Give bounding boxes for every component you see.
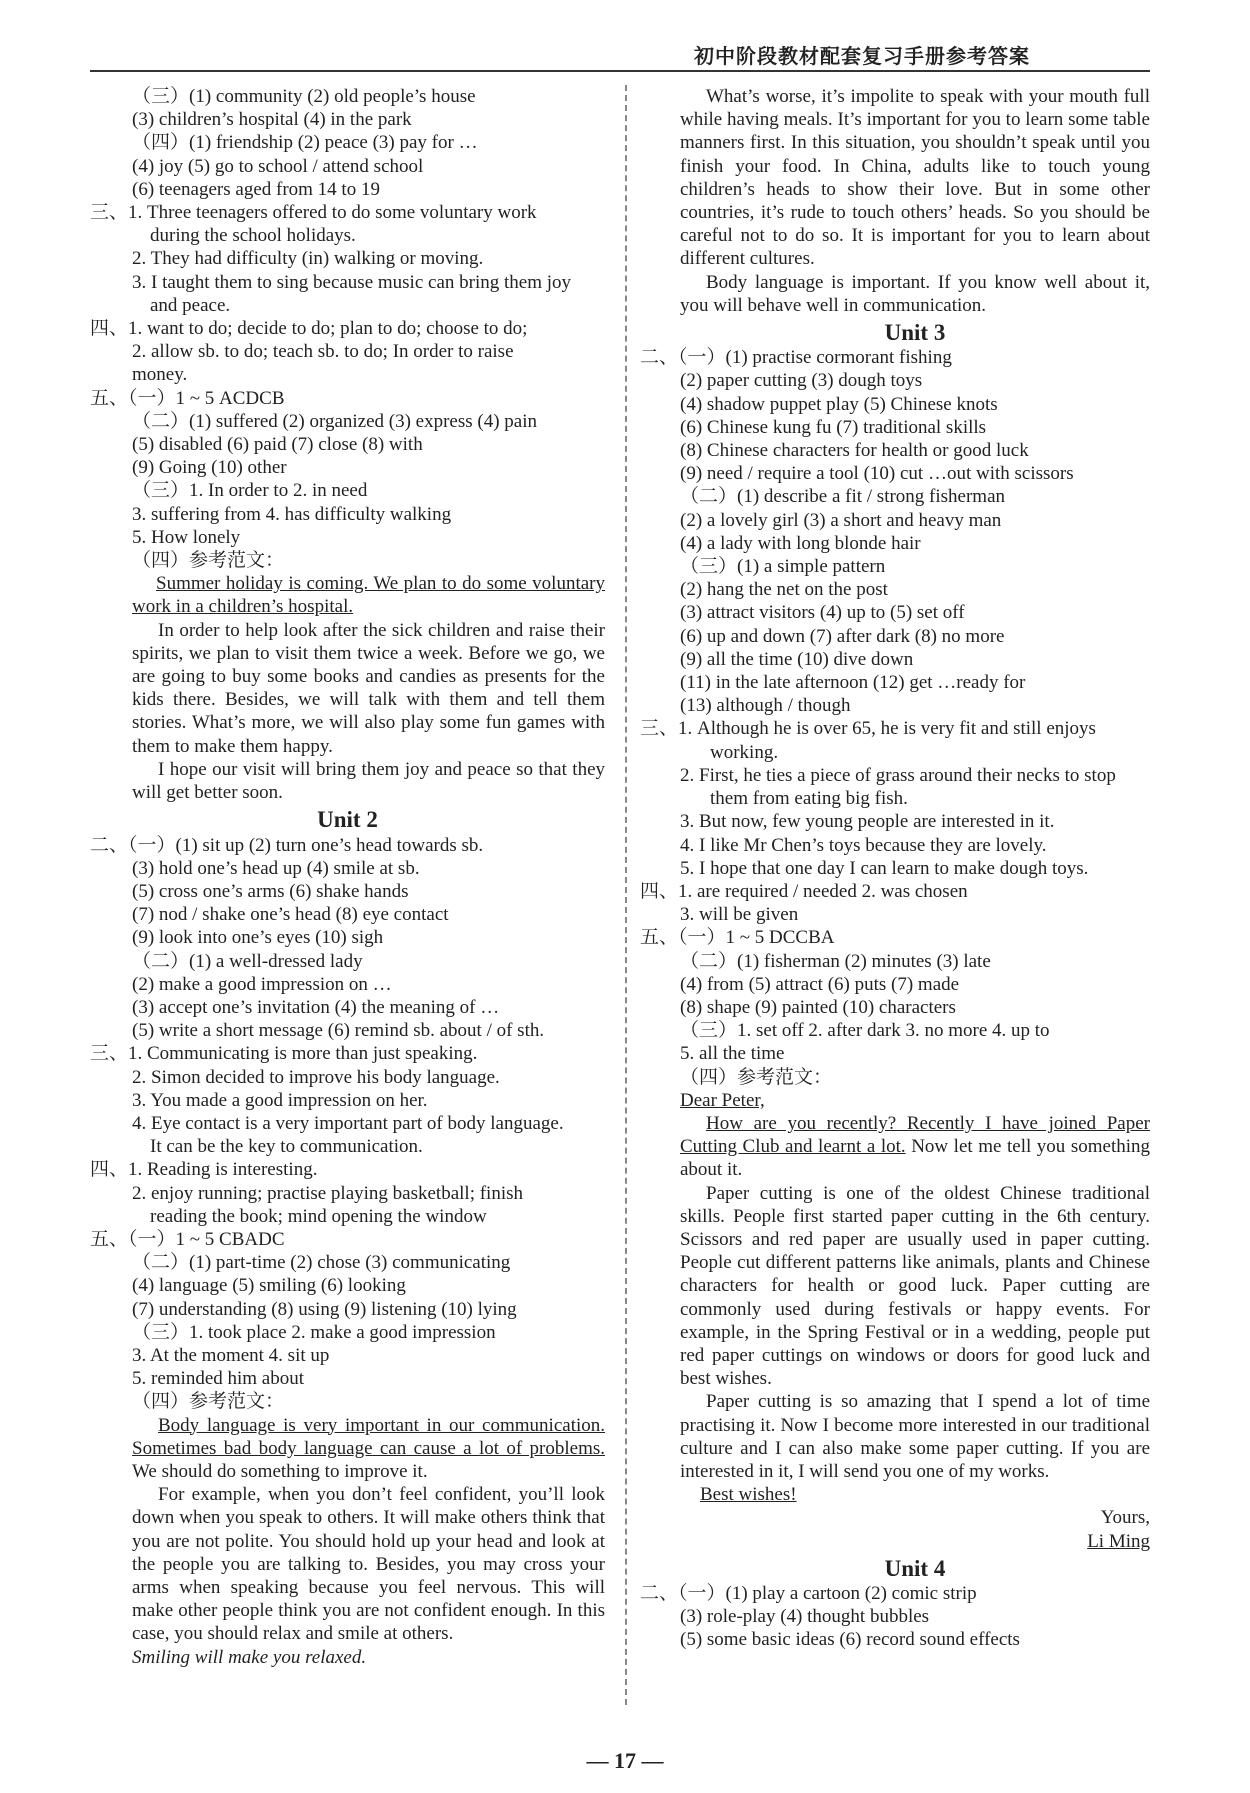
header-title: 初中阶段教材配套复习手册参考答案 (694, 44, 1030, 68)
answer-line: 3. will be given (680, 904, 799, 926)
answer-line: (4) from (5) attract (6) puts (7) made (680, 973, 960, 995)
answer-line: (9) all the time (10) dive down (680, 648, 914, 670)
right-column (640, 85, 1151, 1652)
answer-line: 四、1. want to do; decide to do; plan to do; choose to do; (90, 318, 528, 340)
answer-line: 三、1. Although he is over 65, he is very fit and still enjoys (640, 718, 1096, 740)
answer-line: 四、1. are required / needed 2. was chosen (640, 880, 968, 902)
essay-3-paragraph: Paper cutting is one of the oldest Chinese traditional skills. People first started paper cutting in the 6th century. Scissors and red paper are usually used in paper cutting. People cut different patterns like animals, plants and Chinese characters for health or good luck. Paper cutting are commonly used during festivals or happy events. For example, in the Spring Festival or in a wedding, people put red paper cuttings on windows or doors for good luck and best wishes. (680, 1182, 1150, 1390)
answer-line: 二、（一）(1) play a cartoon (2) comic strip (640, 1583, 977, 1604)
answer-line: 4. I like Mr Chen’s toys because they are lovely. (680, 834, 1047, 856)
answer-line: (9) need / require a tool (10) cut …out with scissors (680, 463, 1074, 485)
answer-line: 3. suffering from 4. has difficulty walking (132, 503, 452, 525)
answer-line: and peace. (150, 294, 231, 316)
essay-1-paragraph: I hope our visit will bring them joy and peace so that they will get better soon. (132, 758, 605, 804)
answer-line: (5) some basic ideas (6) record sound effects (680, 1629, 1020, 1651)
letter-signoff: Yours, (1100, 1507, 1150, 1529)
answer-line: (6) teenagers aged from 14 to 19 (132, 178, 380, 200)
answer-line: (2) hang the net on the post (680, 579, 888, 601)
letter-signature: Li Ming (1087, 1530, 1150, 1552)
answer-line: them from eating big fish. (710, 788, 908, 810)
answer-line: 3. At the moment 4. sit up (132, 1344, 330, 1366)
underlined-text: Body language is very important in our communication. Sometimes bad body language can cause a lot of problems. (132, 1414, 605, 1459)
answer-line: 四、1. Reading is interesting. (90, 1159, 318, 1181)
answer-line: (9) look into one’s eyes (10) sigh (132, 927, 384, 949)
answer-line: 3. I taught them to sing because music can bring them joy (132, 271, 572, 293)
answer-line: 五、（一）1 ~ 5 DCCBA (640, 927, 835, 949)
answer-line: (2) a lovely girl (3) a short and heavy man (680, 509, 1002, 531)
answer-line: （三）(1) community (2) old people’s house (132, 86, 476, 107)
answer-line: （三）1. took place 2. make a good impression (132, 1321, 496, 1343)
answer-line: It can be the key to communication. (150, 1136, 423, 1158)
answer-line: 3. But now, few young people are interested in it. (680, 811, 1055, 833)
answer-line: (5) write a short message (6) remind sb. about / of sth. (132, 1020, 545, 1042)
answer-line: (2) paper cutting (3) dough toys (680, 370, 923, 392)
answer-line: 2. Simon decided to improve his body language. (132, 1066, 500, 1088)
answer-line: （二）(1) fisherman (2) minutes (3) late (680, 950, 991, 972)
answer-line: 5. reminded him about (132, 1368, 305, 1390)
essay-2-paragraph: What’s worse, it’s impolite to speak with your mouth full while having meals. It’s important for you to learn some table manners first. In this situation, you shouldn’t speak until you finish your food. In China, adults like to touch young children’s heads to show their love. But in some other countries, it’s rude to touch others’ heads. So you should be careful not to do so. It is important for you to learn about different cultures. (680, 86, 1150, 270)
page-number: — 17 — (586, 1748, 664, 1773)
unit-title: Unit 3 (884, 320, 946, 346)
answer-line: during the school holidays. (150, 225, 356, 247)
answer-line: (3) accept one’s invitation (4) the meaning of … (132, 996, 500, 1018)
answer-line: (4) language (5) smiling (6) looking (132, 1275, 406, 1297)
answer-line: （四）参考范文： (680, 1066, 833, 1088)
answer-line: 三、1. Communicating is more than just speaking. (90, 1043, 478, 1065)
answer-line: (3) attract visitors (4) up to (5) set off (680, 602, 965, 624)
answer-line: 2. They had difficulty (in) walking or moving. (132, 248, 484, 270)
essay-2-paragraph: For example, when you don’t feel confident, you’ll look down when you speak to others. It will make others think that you are not polite. You should hold up your head and look at the people you are talking to. Besides, you may cross your arms when speaking because you feel nervous. This will make other people think you are not confident enough. In this case, you should relax and smile at others. (132, 1484, 605, 1645)
answer-line: (6) Chinese kung fu (7) traditional skills (680, 416, 987, 438)
letter-salutation: Dear Peter, (680, 1089, 765, 1111)
answer-line: (7) nod / shake one’s head (8) eye contact (132, 904, 449, 926)
answer-line: （二）(1) describe a fit / strong fisherman (680, 486, 1006, 508)
essay-3-opening (680, 1112, 1150, 1182)
answer-line: (6) up and down (7) after dark (8) no more (680, 625, 1005, 647)
answer-line: reading the book; mind opening the window (150, 1205, 487, 1227)
answer-line: 4. Eye contact is a very important part of body language. (132, 1112, 564, 1134)
answer-line: 2. First, he ties a piece of grass around their necks to stop (680, 764, 1116, 786)
answer-line: (9) Going (10) other (132, 457, 287, 479)
answer-line: (13) although / though (680, 695, 851, 717)
answer-line: (3) children’s hospital (4) in the park (132, 109, 412, 131)
answer-line: (3) role-play (4) thought bubbles (680, 1606, 930, 1628)
answer-line: (4) joy (5) go to school / attend school (132, 155, 424, 177)
answer-line: 5. all the time (680, 1043, 785, 1065)
answer-line: （四）参考范文： (132, 1391, 285, 1413)
answer-line: working. (710, 741, 779, 763)
answer-line: (5) cross one’s arms (6) shake hands (132, 880, 409, 902)
answer-line: (5) disabled (6) paid (7) close (8) with (132, 434, 423, 456)
page-header (90, 30, 1150, 72)
answer-line: （二）(1) suffered (2) organized (3) express (4) pain (132, 410, 538, 432)
unit-title: Unit 2 (317, 807, 378, 833)
letter-closing: Best wishes! (700, 1484, 797, 1506)
underlined-text: Summer holiday is coming. We plan to do some voluntary work in a children’s hospital. (132, 573, 605, 618)
answer-line: 2. enjoy running; practise playing basketball; finish (132, 1182, 524, 1204)
answer-line: 二、（一）(1) sit up (2) turn one’s head towards sb. (90, 834, 484, 856)
answer-line: 五、（一）1 ~ 5 ACDCB (90, 387, 285, 409)
answer-line: (7) understanding (8) using (9) listening (10) lying (132, 1298, 517, 1320)
answer-line: 三、1. Three teenagers offered to do some voluntary work (90, 202, 537, 224)
answer-line: 2. allow sb. to do; teach sb. to do; In order to raise (132, 341, 514, 363)
essay-text: We should do something to improve it. (132, 1460, 428, 1482)
answer-line: （四）(1) friendship (2) peace (3) pay for … (132, 132, 478, 154)
essay-3-paragraph: Paper cutting is so amazing that I spend a lot of time practising it. Now I become more interested in our traditional culture and I can also make some paper cutting. If you are interested in it, I will send you one of my works. (680, 1391, 1150, 1482)
answer-line: （三）(1) a simple pattern (680, 556, 886, 578)
essay-1-opening (90, 572, 605, 618)
answer-line: （三）1. In order to 2. in need (132, 480, 368, 502)
unit-title: Unit 4 (884, 1555, 946, 1581)
answer-line: (8) Chinese characters for health or good luck (680, 440, 1029, 462)
answer-line: money. (132, 364, 188, 386)
answer-line: (3) hold one’s head up (4) smile at sb. (132, 857, 420, 879)
answer-line: （二）(1) a well-dressed lady (132, 950, 363, 972)
answer-line: （二）(1) part-time (2) chose (3) communicating (132, 1252, 511, 1274)
answer-line: (8) shape (9) painted (10) characters (680, 996, 956, 1018)
answer-line: 5. How lonely (132, 526, 241, 548)
answer-line: 3. You made a good impression on her. (132, 1089, 428, 1111)
answer-line: (11) in the late afternoon (12) get …ready for (680, 672, 1026, 694)
answer-line: 二、（一）(1) practise cormorant fishing (640, 347, 952, 369)
left-column (90, 85, 605, 1669)
essay-2-opening (90, 1414, 605, 1484)
underlined-text: How are you recently? Recently I have joined Paper Cutting Club and learnt a lot. (680, 1112, 1150, 1158)
essay-2-paragraph: Body language is important. If you know well about it, you will behave well in communication. (680, 271, 1150, 316)
answer-line: （三）1. set off 2. after dark 3. no more 4. up to (680, 1020, 1050, 1042)
answer-line: (4) a lady with long blonde hair (680, 532, 921, 554)
essay-2-closing: Smiling will make you relaxed. (132, 1646, 367, 1668)
answer-line: (4) shadow puppet play (5) Chinese knots (680, 393, 998, 415)
answer-line: (2) make a good impression on … (132, 973, 392, 995)
answer-line: 5. I hope that one day I can learn to make dough toys. (680, 857, 1089, 879)
essay-1-paragraph: In order to help look after the sick children and raise their spirits, we plan to visit them twice a week. Before we go, we are going to buy some books and candies as presents for the kids there. Besides, we will talk with them and tell them stories. What’s more, we will also play some fun games with them to make them happy. (132, 619, 605, 757)
answer-line: （四）参考范文： (132, 550, 285, 572)
column-divider (625, 85, 627, 1705)
essay-text: Now let me tell you something about it. (680, 1136, 1151, 1181)
answer-line: 五、（一）1 ~ 5 CBADC (90, 1228, 285, 1250)
